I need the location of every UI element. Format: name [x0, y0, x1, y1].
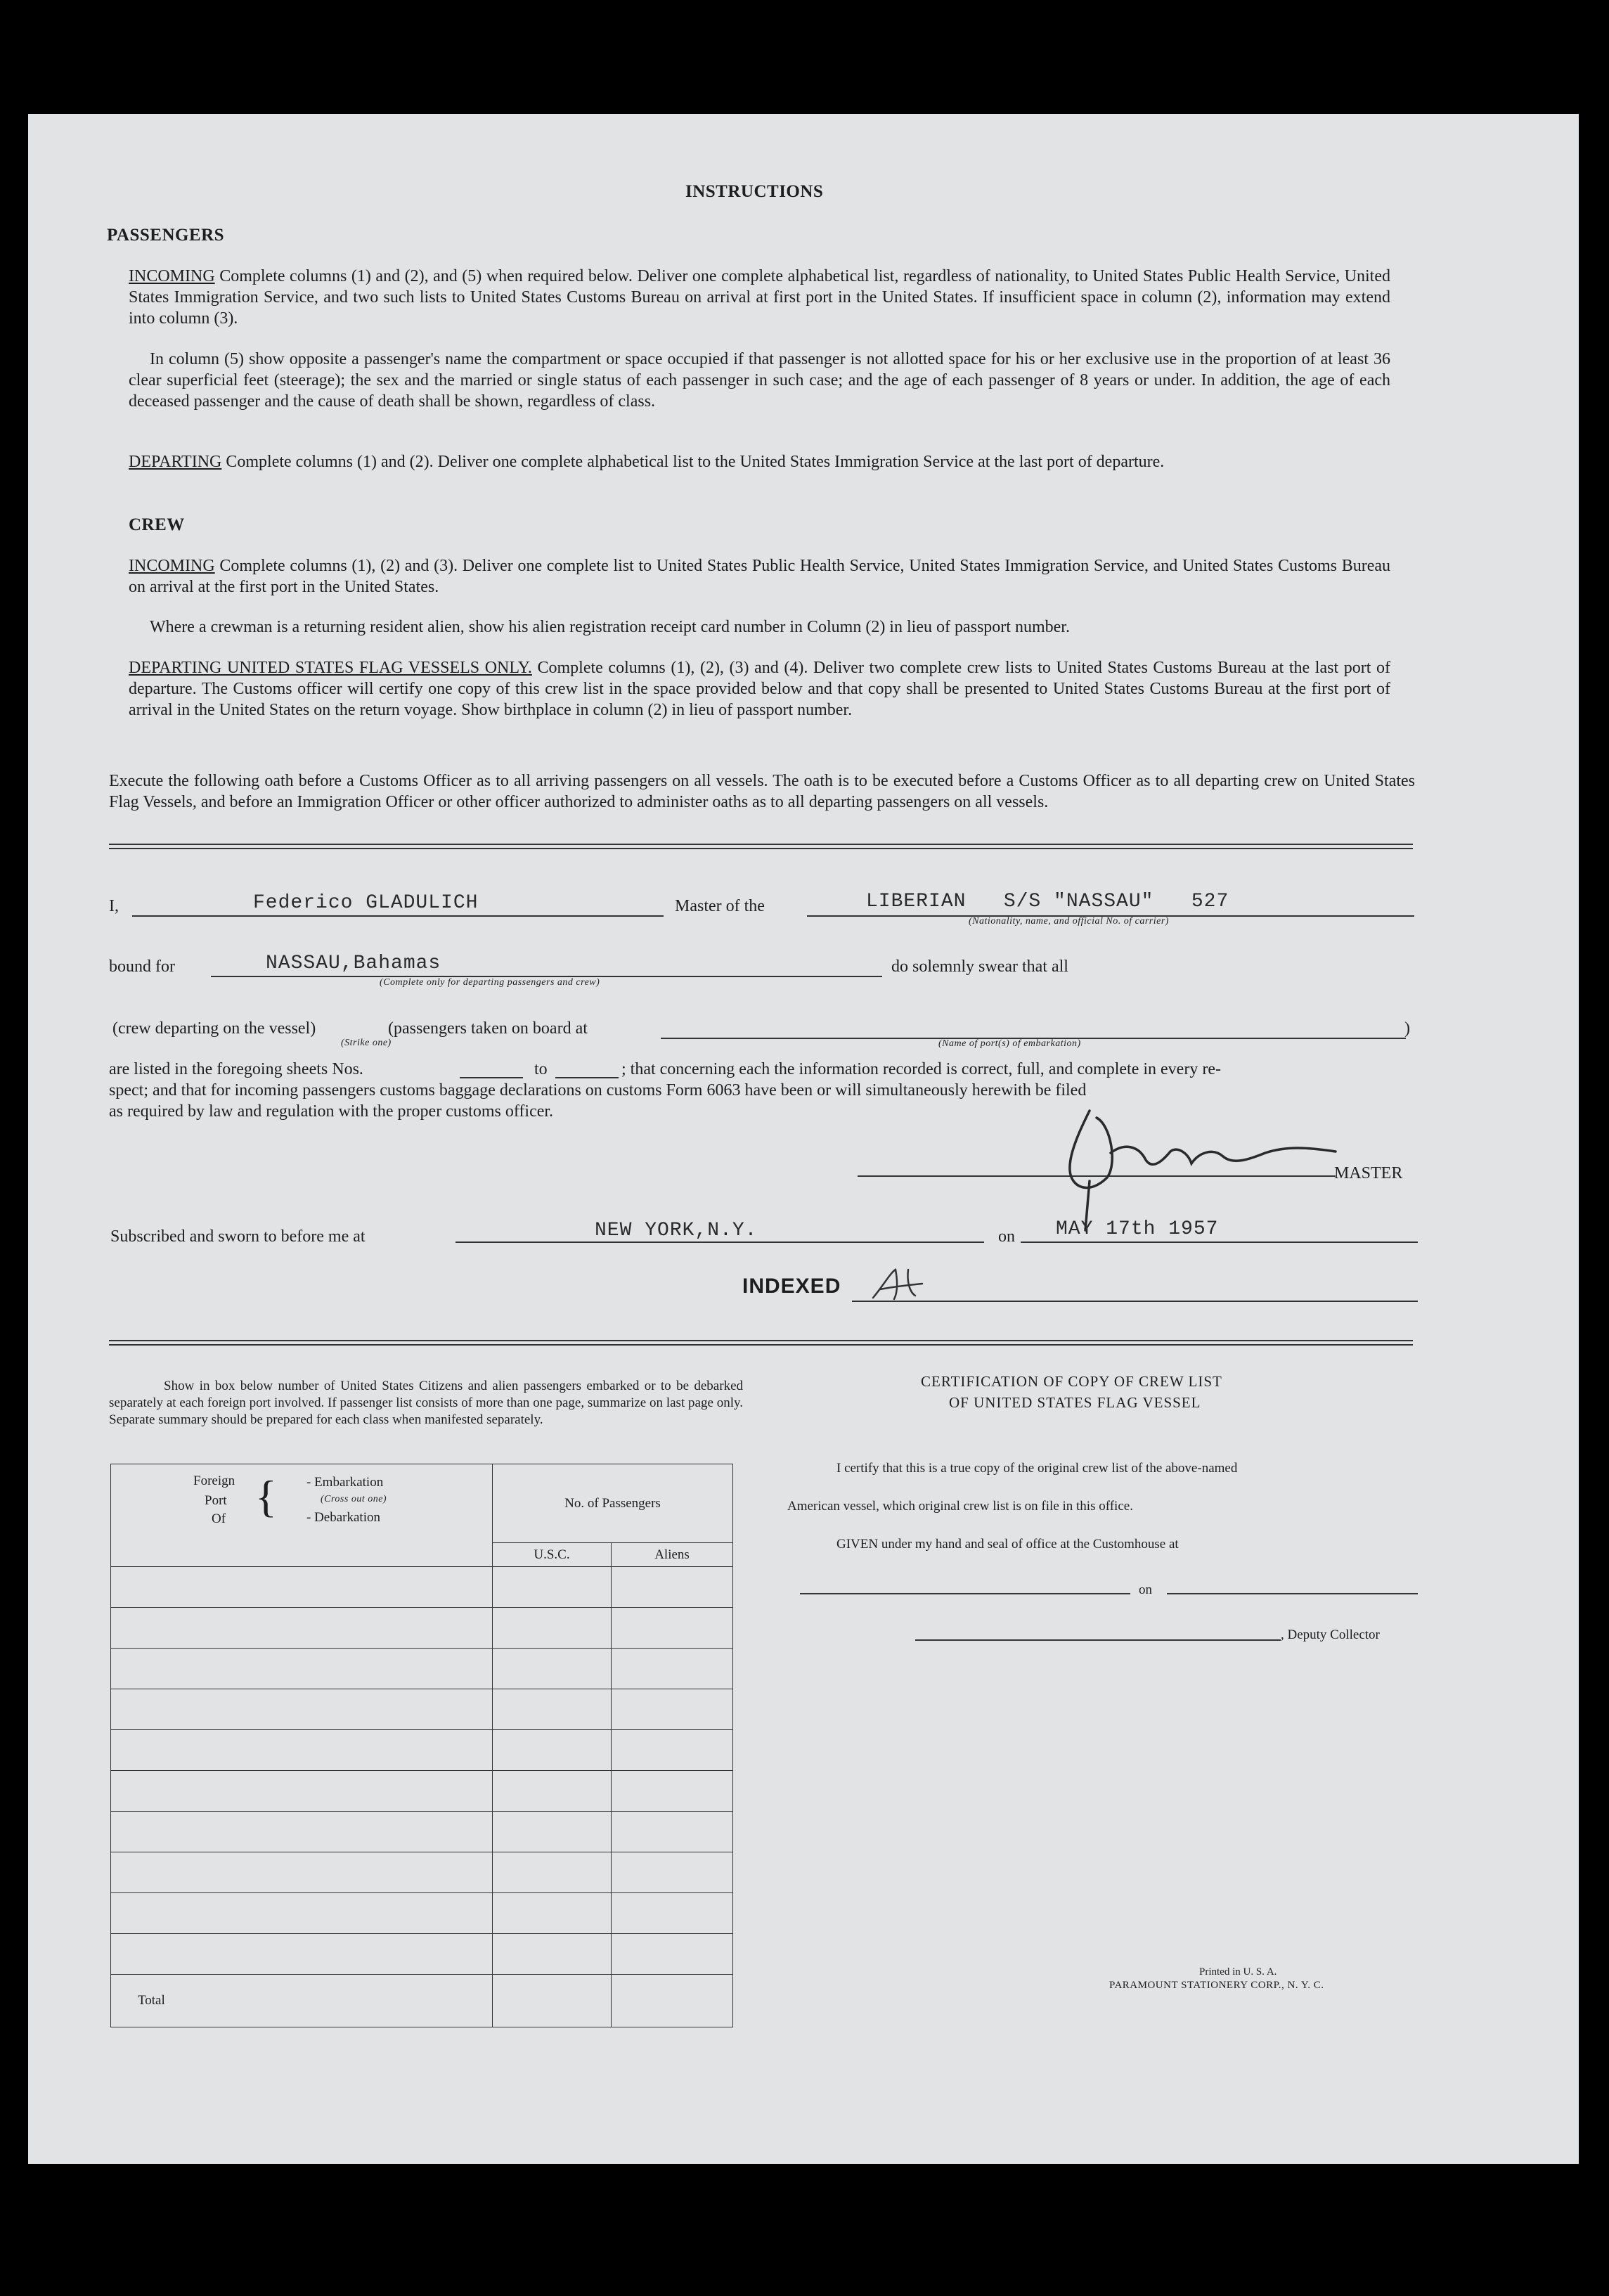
crew-departing-text: Complete columns (1), (2), (3) and (4). Deliver two complete crew lists to United States Customs Bureau at the last port of departure. The Customs officer will certify one copy of this crew list in the space provided below and that copy shall be presented to United States Customs Bureau at the first port of arrival in the United States on the return voyage. Show birthplace in column (2) in lieu of passport number. — [129, 659, 1390, 719]
usc-cell[interactable] — [493, 1934, 612, 1975]
usc-cell[interactable] — [493, 1730, 612, 1771]
port-cell[interactable] — [111, 1689, 493, 1730]
master-name: Federico GLADULICH — [253, 892, 479, 914]
sworn-place: NEW YORK,N.Y. — [595, 1220, 758, 1241]
certification-on-label: on — [1139, 1582, 1152, 1597]
listed-text-b: ; that concerning each the information recorded is correct, full, and complete in every re- — [621, 1060, 1221, 1078]
crew-resident-paragraph: Where a crewman is a returning resident alien, show his alien registration receipt card number in Column (2) in lieu of passport number. — [150, 618, 1070, 636]
aliens-cell[interactable] — [612, 1730, 733, 1771]
of-label: Of — [212, 1511, 226, 1526]
listed-text-d: as required by law and regulation with the proper customs officer. — [109, 1102, 554, 1121]
aliens-label: Aliens — [654, 1547, 690, 1562]
usc-cell[interactable] — [493, 1567, 612, 1608]
aliens-cell[interactable] — [612, 1771, 733, 1812]
usc-cell[interactable] — [493, 1689, 612, 1730]
sworn-date: MAY 17th 1957 — [1056, 1218, 1219, 1240]
usc-cell[interactable] — [493, 1893, 612, 1934]
bound-caption: (Complete only for departing passengers and crew) — [380, 977, 600, 988]
certification-place-line — [800, 1593, 1130, 1594]
port-cell[interactable] — [111, 1608, 493, 1649]
deputy-collector-line — [915, 1639, 1281, 1641]
aliens-cell[interactable] — [612, 1649, 733, 1689]
passengers-departing-paragraph — [129, 451, 1390, 472]
strike-caption: (Strike one) — [341, 1038, 392, 1048]
usc-cell[interactable] — [493, 1812, 612, 1852]
port-label: Port — [205, 1493, 227, 1508]
summary-row — [111, 1567, 733, 1608]
cross-out-label: (Cross out one) — [321, 1494, 387, 1504]
vessel-name: LIBERIAN S/S "NASSAU" 527 — [866, 891, 1229, 912]
indexed-stamp: INDEXED — [742, 1275, 841, 1298]
port-cell[interactable] — [111, 1730, 493, 1771]
usc-cell[interactable] — [493, 1852, 612, 1893]
printed-in-usa: Printed in U. S. A. — [1199, 1966, 1277, 1978]
summary-row — [111, 1812, 733, 1852]
oath-intro-paragraph: Execute the following oath before a Customs Officer as to all arriving passengers on all vessels. The oath is to be executed before a Customs Officer as to all departing crew on United States Flag Vessels, and before an Immigration Officer or other officer authorized to administer oaths as to all departing passengers on all vessels. — [109, 772, 1415, 811]
vessel-caption: (Nationality, name, and official No. of carrier) — [969, 916, 1169, 927]
passengers-incoming-text: Complete columns (1) and (2), and (5) when required below. Deliver one complete alphabetical list, regardless of nationality, to United States Public Health Service, United States Immigration Service, and two such lists to United States Customs Bureau on arrival at first port in the United States. If insufficient space in column (2), information may extend into column (3). — [129, 267, 1390, 328]
total-row — [111, 1975, 733, 2027]
aliens-cell[interactable] — [612, 1689, 733, 1730]
certification-title-1: CERTIFICATION OF COPY OF CREW LIST — [921, 1373, 1222, 1390]
embarkation-label: - Embarkation — [306, 1475, 384, 1490]
bound-label: bound for — [109, 957, 175, 976]
aliens-header — [612, 1543, 733, 1567]
port-cell[interactable] — [111, 1567, 493, 1608]
summary-row — [111, 1730, 733, 1771]
sworn-on-label: on — [998, 1227, 1015, 1246]
summary-row — [111, 1608, 733, 1649]
master-label: MASTER — [1334, 1164, 1403, 1182]
bound-value: NASSAU,Bahamas — [266, 953, 441, 974]
printer-name: PARAMOUNT STATIONERY CORP., N. Y. C. — [1109, 1980, 1324, 1991]
ports-caption: (Name of port(s) of embarkation) — [938, 1038, 1081, 1049]
sworn-place-line — [455, 1241, 984, 1243]
master-of-label: Master of the — [675, 897, 765, 915]
usc-label: U.S.C. — [534, 1547, 570, 1562]
summary-row — [111, 1852, 733, 1893]
port-cell[interactable] — [111, 1893, 493, 1934]
usc-cell[interactable] — [493, 1649, 612, 1689]
master-signature — [1040, 1097, 1350, 1237]
crew-incoming-text: Complete columns (1), (2) and (3). Deliver one complete list to United States Public Health Service, United States Immigration Service, and United States Customs Bureau on arrival at the first port in the United States. — [129, 557, 1391, 596]
debarkation-label: - Debarkation — [306, 1510, 380, 1525]
passengers-taken-option: (passengers taken on board at — [388, 1019, 588, 1038]
port-cell[interactable] — [111, 1771, 493, 1812]
aliens-cell[interactable] — [612, 1893, 733, 1934]
passengers-column5-paragraph: In column (5) show opposite a passenger's name the compartment or space occupied if that passenger is not allotted space for his or her exclusive use in the proportion of at least 36 clear superficial feet (steerage); the sex and the married or single status of each passenger in such case; and the age of each passenger of 8 years or under. In addition, the age of each deceased passenger and the cause of death shall be shown, regardless of class. — [129, 350, 1390, 411]
usc-cell[interactable] — [493, 1771, 612, 1812]
oath-i-label: I, — [109, 897, 119, 915]
divider-upper — [109, 844, 1413, 849]
usc-cell[interactable] — [493, 1608, 612, 1649]
divider-lower — [109, 1340, 1413, 1346]
total-usc-cell[interactable] — [493, 1975, 612, 2027]
close-paren: ) — [1404, 1019, 1410, 1038]
certification-line-1: I certify that this is a true copy of the original crew list of the above-named — [836, 1461, 1238, 1476]
certification-date-line — [1167, 1593, 1418, 1594]
aliens-cell[interactable] — [612, 1812, 733, 1852]
aliens-cell[interactable] — [612, 1852, 733, 1893]
passengers-incoming-label: INCOMING — [129, 267, 215, 285]
passengers-departing-text: Complete columns (1) and (2). Deliver one complete alphabetical list to the United States Immigration Service at the last port of departure. — [226, 453, 1165, 471]
total-label-cell — [111, 1975, 493, 2027]
port-cell[interactable] — [111, 1812, 493, 1852]
listed-text-c: spect; and that for incoming passengers customs baggage declarations on customs Form 6063 have been or will simultaneously herewith be filed — [109, 1081, 1087, 1099]
sworn-date-line — [1021, 1241, 1418, 1243]
swear-label: do solemnly swear that all — [891, 957, 1068, 976]
foreign-label: Foreign — [193, 1473, 235, 1488]
passengers-incoming-paragraph — [129, 266, 1390, 329]
certification-title-2: OF UNITED STATES FLAG VESSEL — [949, 1394, 1201, 1411]
summary-row — [111, 1689, 733, 1730]
crew-incoming-label: INCOMING — [129, 557, 215, 575]
crew-heading: CREW — [129, 515, 185, 534]
summary-instructions: Show in box below number of United States Citizens and alien passengers embarked or to be debarked separately at each foreign port involved. If passenger list consists of more than one page, summarize on last page only. Separate summary should be prepared for each class when manifested separately. — [109, 1379, 743, 1427]
summary-row — [111, 1934, 733, 1975]
crew-incoming-paragraph — [129, 555, 1390, 598]
crew-departing-label: DEPARTING UNITED STATES FLAG VESSELS ONLY. — [129, 659, 532, 677]
crew-departing-option: (crew departing on the vessel) — [112, 1019, 316, 1038]
no-passengers-label: No. of Passengers — [564, 1495, 661, 1511]
instructions-title: INSTRUCTIONS — [685, 182, 824, 201]
port-header-cell — [111, 1464, 493, 1567]
aliens-cell[interactable] — [612, 1567, 733, 1608]
brace-icon: { — [255, 1471, 277, 1521]
passenger-summary-table — [110, 1464, 733, 2027]
aliens-cell[interactable] — [612, 1608, 733, 1649]
listed-text-a: are listed in the foregoing sheets Nos. — [109, 1060, 363, 1078]
port-cell[interactable] — [111, 1934, 493, 1975]
usc-header — [493, 1543, 612, 1567]
certification-line-3: GIVEN under my hand and seal of office at the Customhouse at — [836, 1537, 1179, 1552]
port-cell[interactable] — [111, 1649, 493, 1689]
subscribed-label: Subscribed and sworn to before me at — [110, 1227, 366, 1246]
total-aliens-cell[interactable] — [612, 1975, 733, 2027]
certification-line-2: American vessel, which original crew list is on file in this office. — [787, 1499, 1133, 1514]
port-cell[interactable] — [111, 1852, 493, 1893]
crew-departing-paragraph — [129, 657, 1390, 721]
summary-row — [111, 1649, 733, 1689]
deputy-collector-label: , Deputy Collector — [1281, 1627, 1380, 1642]
total-label: Total — [138, 1993, 165, 2008]
summary-row — [111, 1771, 733, 1812]
passengers-departing-label: DEPARTING — [129, 453, 222, 471]
sheet-from-line — [460, 1077, 523, 1078]
no-passengers-header — [493, 1464, 733, 1543]
indexed-line — [852, 1301, 1418, 1302]
summary-row — [111, 1893, 733, 1934]
passengers-heading: PASSENGERS — [107, 226, 225, 245]
master-name-line — [132, 915, 664, 917]
aliens-cell[interactable] — [612, 1934, 733, 1975]
listed-to: to — [534, 1060, 548, 1078]
indexed-initials — [866, 1264, 936, 1306]
sheet-to-line — [555, 1077, 619, 1078]
